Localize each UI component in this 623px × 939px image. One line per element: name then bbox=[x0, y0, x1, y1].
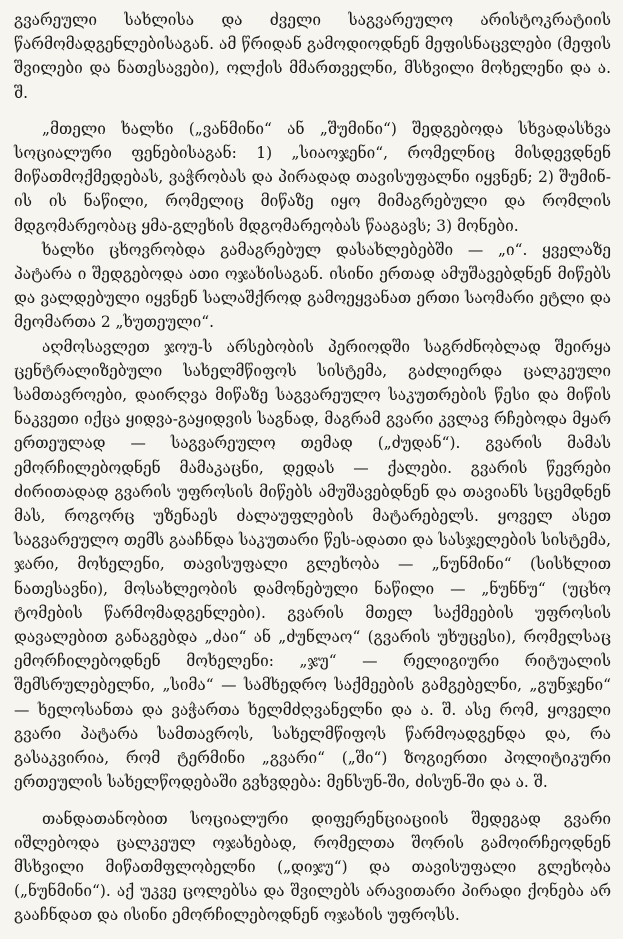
paragraph-eastern-zhou: აღმოსავლეთ ჯოუ-ს არსებობის პერიოდში საგრძნობლად შეირყა ცენტრალიზებული სახელმწიფოს სისტემა, გაძლიერდა ცალკეული სამთავროები, დაირღვა მიწაზე საგვარეულო საკუთრების წესი და მიწის ნაკვეთი იქცა ყიდვა-გაყიდვის საგნად, მაგრამ გვარი კვლავ რჩებოდა მყარ ერთეულად — საგვარეულო თემად („ძუდან“). გვარის მამას ემორჩილებოდნენ მამაკაცნი, დედას — ქალები. გვარის წევრები ძირითადად გვარის უფროსის მიწებს ამუშავებდნენ და თავიანს სცემდნენ მას, როგორც უზენაეს ძალაუფლების მატარებელს. ყოველ ასეთ საგვარეულო თემს გააჩნდა საკუთარი წეს-ადათი და სასჯელების სისტემა, ჯარი, მოხელენი, თავისუფალი გლეხობა — „ნუნმინი“ (სისხლით ნათესავნი), მოსახლეობის დამონებული ნაწილი — „ნუნნუ“ (უცხო ტომების წარმომადგენლები). გვარის მთელ საქმეების უფროსის დავალებით განაგებდა „ძაი“ ან „ძუნლაო“ (გვარის უხუცესი), რომელსაც ემორჩილებოდნენ მოხელენი: „ჯუ“ — რელიგიური რიტუალის შემსრულებელნი, „სიმა“ — სამხედრო საქმეების გამგებელნი, „გუნჯენი“ — ხელოსანთა და ვაჭართა ხელმძღვანელნი და ა. შ. ასე რომ, ყოველი გვარი პატარა სამთავროს, სახელმწიფოს წარმოადგენდა და, რა გასაკვირია, რომ ტერმინი „გვარი“ („ში“) ზოგიერთი პოლიტიკური ერთეულის სახელწოდებაში გვხვდება: მენსუნ-ში, ძისუნ-ში და ა. შ. bbox=[14, 337, 611, 792]
paragraph-social-strata: „მთელი ხალხი („ვანმინი“ ან „შუმინი“) შედგებოდა სხვადასხვა სოციალური ფენებისაგან: 1) „სიაოჯენი“, რომელნიც მისდევდნენ მიწათმოქმედებას, ვაჭრობას და პირადად თავისუფალნი იყვნენ; 2) შუმინ-ის ის ნაწილი, რომელიც მიწაზე იყო მიმაგრებული და რომლის მდგომარეობაც ყმა-გლეხის მდგომარეობას წააგავს; 3) მონები. bbox=[14, 119, 611, 235]
paragraph-continuation: გვარეული სახლისა და ძველი საგვარეულო არისტოკრატიის წარმომადგენლებისაგან. ამ წრიდან გამოდიოდნენ მეფისნაცვლები (მეფის შვილები და ნათესავები), ოლქის მმართველნი, მსხვილი მოხელენი და ა. შ. bbox=[14, 11, 611, 102]
paragraph-settlements: ხალხი ცხოვრობდა გამაგრებულ დასახლებებში — „ი“. ყველაზე პატარა ი შედგებოდა ათი ოჯახისაგან. ისინი ერთად ამუშავებდნენ მიწებს და ვალდებული იყვნენ სალაშქროდ გამოეყვანათ ერთი საომარი ეტლი და მეომართა 2 „ხუთეული“. bbox=[14, 240, 611, 332]
paragraph-differentiation: თანდათანობით სოციალური დიფერენციაციის შედეგად გვარი იშლებოდა ცალკეულ ოჯახებად, რომელთა შორის გამოირჩეოდნენ მსხვილი მიწათმფლობელნი („დიჯუ“) და თავისუფალი გლეხობა („ნუნმინი“). აქ უკვე ცოლებსა და შვილებს არავითარი პირადი ქონება არ გააჩნდათ და ისინი ემორჩილებოდნენ ოჯახის უფროსს. bbox=[14, 809, 611, 925]
